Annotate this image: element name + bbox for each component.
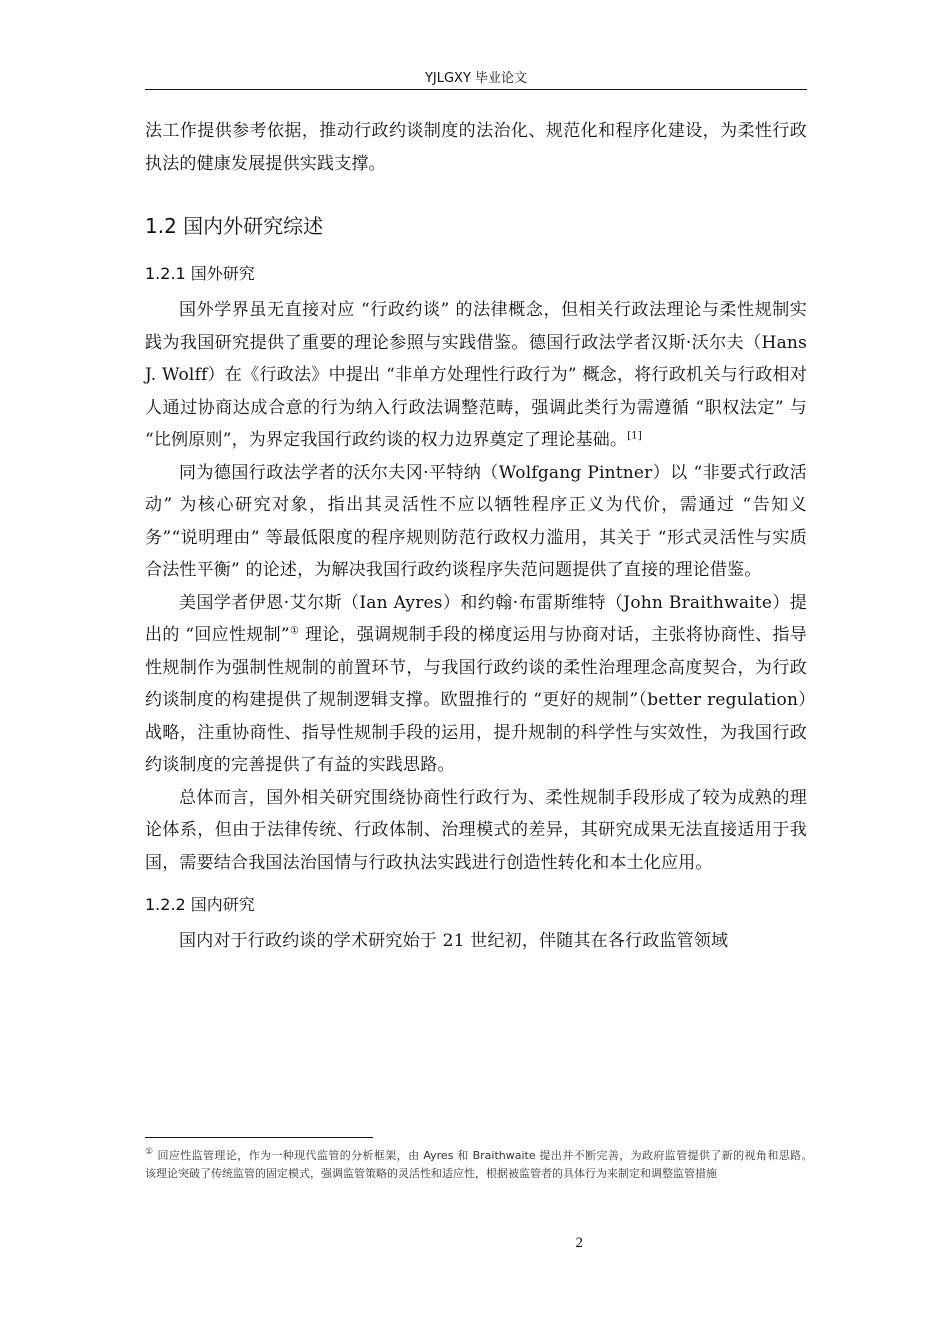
paragraph-responsive-regulation xyxy=(145,587,807,782)
footnote xyxy=(145,1147,818,1183)
header-divider xyxy=(145,89,807,90)
paragraph-pintner: 同为德国行政法学者的沃尔夫冈·平特纳（Wolfgang Pintner）以 “非要式行政活动” 为核心研究对象，指出其灵活性不应以牺牲程序正义为代价，需通过 “告知义务”“说明理由” 等最低限度的程序规则防范行政权力滥用，其关于 “形式灵活性与实质合法性平衡” 的论述，为解决我国行政约谈程序失范问题提供了直接的理论借鉴。 xyxy=(145,462,807,580)
main-content xyxy=(145,115,807,958)
footnote-marker[interactable]: ① xyxy=(289,625,300,637)
paragraph-summary: 总体而言，国外相关研究围绕协商性行政行为、柔性规制手段形成了较为成熟的理论体系，但由于法律传统、行政体制、治理模式的差异，其研究成果无法直接适用于我国，需要结合我国法治国情与行政执法实践进行创造性转化和本土化应用。 xyxy=(145,787,807,873)
running-header: YJLGXY 毕业论文 xyxy=(424,71,528,86)
subsection-heading-1-2-2: 1.2.2 国内研究 xyxy=(145,895,255,914)
section-heading-1-2: 1.2 国内外研究综述 xyxy=(145,214,324,238)
intro-paragraph: 法工作提供参考依据，推动行政约谈制度的法治化、规范化和程序化建设，为柔性行政执法的健康发展提供实践支撑。 xyxy=(145,121,807,174)
paragraph-text: 国外学界虽无直接对应 “行政约谈” 的法律概念，但相关行政法理论与柔性规制实践为我国研究提供了重要的理论参照与实践借鉴。德国行政法学者汉斯·沃尔夫（Hans J. Wolff）在《行政法》中提出 “非单方处理性行政行为” 概念，将行政机关与行政相对人通过协商达成合意的行为纳入行政法调整范畴，强调此类行为需遵循 “职权法定” 与 “比例原则”，为界定我国行政约谈的权力边界奠定了理论基础。 xyxy=(145,300,807,450)
footnote-mark: ① xyxy=(145,1147,154,1158)
paragraph-text: 美国学者伊恩·艾尔斯（Ian Ayres）和约翰·布雷斯维特（John Braithwaite）提出的 “回应性规制” xyxy=(145,592,807,645)
paragraph-wolff xyxy=(145,294,807,457)
paragraph-text: 理论，强调规制手段的梯度运用与协商对话，主张将协商性、指导性规制作为强制性规制的前置环节，与我国行政约谈的柔性治理理念高度契合，为行政约谈制度的构建提供了规制逻辑支撑。欧盟推行的 “更好的规制”（better regulation）战略，注重协商性、指导性规制手段的运用，提升规制的科学性与实效性，为我国行政约谈制度的完善提供了有益的实践思路。 xyxy=(145,625,807,775)
footnote-text: 回应性监管理论，作为一种现代监管的分析框架，由 Ayres 和 Braithwaite 提出并不断完善，为政府监管提供了新的视角和思路。 该理论突破了传统监管的固定模式，强调监管策略的灵活性和适应性，根据被监管者的具体行为来制定和调整监管措施 xyxy=(145,1149,818,1180)
subsection-heading-1-2-1: 1.2.1 国外研究 xyxy=(145,264,255,283)
footnote-separator xyxy=(145,1137,373,1138)
citation-marker[interactable]: [1] xyxy=(627,430,642,442)
paragraph-domestic-intro: 国内对于行政约谈的学术研究始于 21 世纪初，伴随其在各行政监管领域 xyxy=(179,931,729,951)
page-number: 2 xyxy=(575,1235,583,1251)
